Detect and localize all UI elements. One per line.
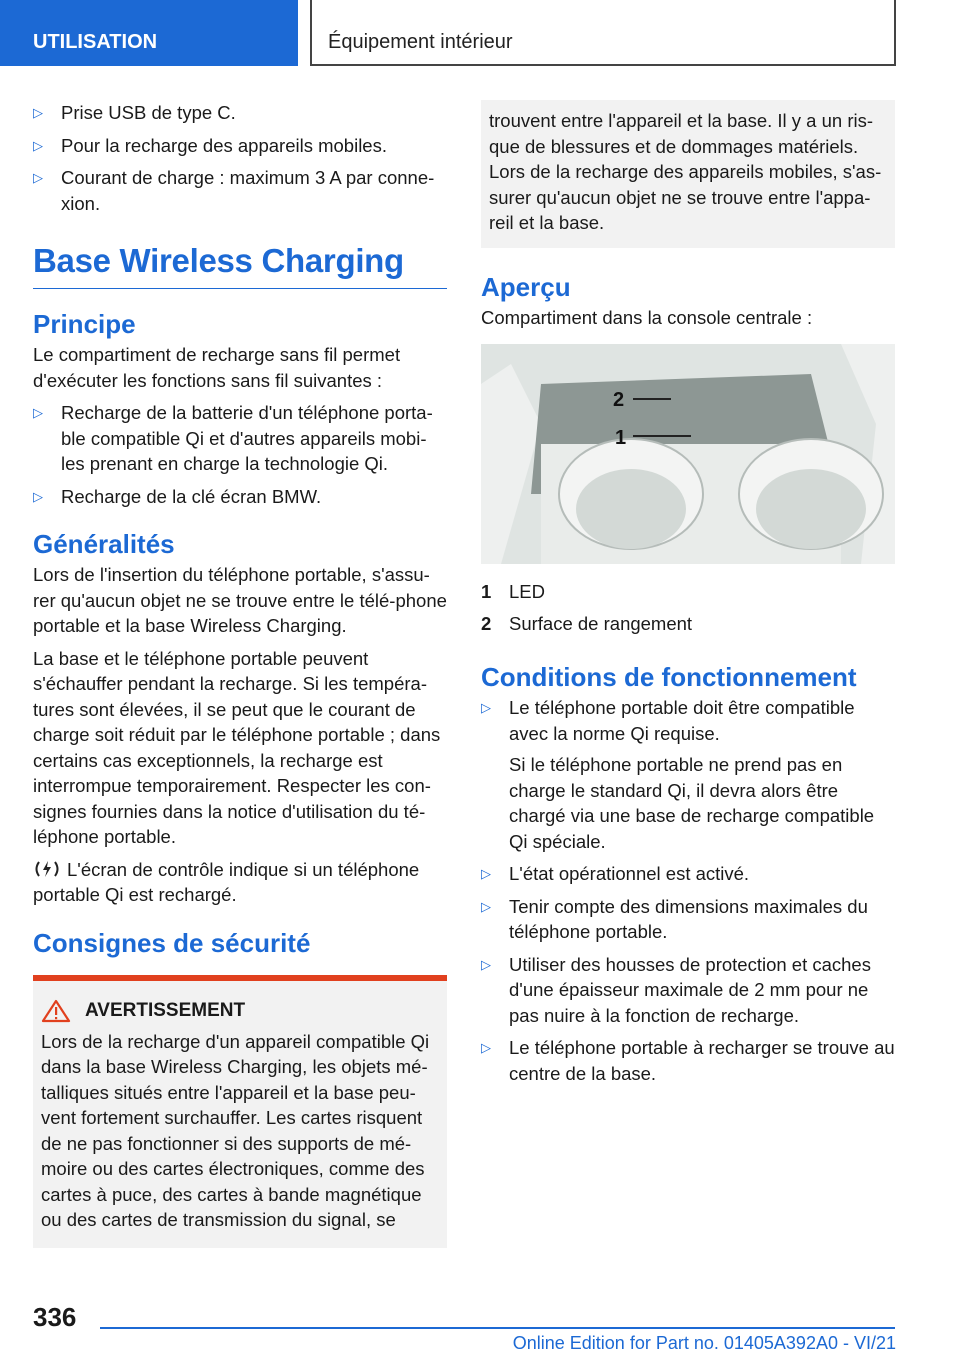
generalites-p3: L'écran de contrôle indique si un téléphone portable Qi est rechargé. [33,858,420,905]
usb-bullets [33,100,447,216]
bullet-triangle-icon: ▷ [33,488,43,504]
warning-box-continued: trouvent entre l'appareil et la base. Il y a un ris‐que de blessures et de dommages matériels. Lors de la recharge des appareils mobiles, s'as‐surer qu'aucun objet ne se trouve entre l'appa‐reil et la base. [481,100,895,248]
warning-box [33,975,447,1248]
list-item: ▷ Utiliser des housses de protection et caches d'une épaisseur maximale de 2 mm pour ne pas nuire à la fonction de recharge. [481,953,871,1026]
section-title: Base Wireless Charging [33,242,447,289]
legend-row: 1 LED [481,581,545,602]
conditions-heading: Conditions de fonctionnement [481,662,857,692]
bullet-triangle-icon: ▷ [481,866,491,881]
list-item: ▷ Le téléphone portable doit être compatible avec la norme Qi requise. Si le téléphone portable ne prend pas en charge le standard Qi, il devra alors être chargé via une base de recharge compatible Qi spéciale. [481,695,895,854]
generalites-p1: Lors de l'insertion du téléphone portable, s'assu‐rer qu'aucun objet ne se trouve entre le télé‐phone portable et la base Wireless Charging. [33,564,447,636]
section-tab: UTILISATION [0,0,298,66]
principe-bullets [33,400,447,509]
conditions-bullets [481,695,895,1086]
list-item: ▷ Pour la recharge des appareils mobiles. [33,133,447,159]
warning-triangle-icon [41,999,71,1023]
left-column [33,100,447,1248]
bullet-triangle-icon: ▷ [33,105,43,120]
list-item: ▷ Prise USB de type C. [33,100,447,126]
warning-text: Lors de la recharge d'un appareil compatible Qi dans la base Wireless Charging, les objets mé‐talliques situés entre l'appareil et la base peu‐vent fortement surchauffer. Les cartes risquent de ne pas fonctionner si des supports de mé‐moire ou des cartes électroniques, comme des cartes à puce, des cartes à bande magnétique ou des cartes de transmission du signal, se [41,1030,430,1230]
list-item: ▷ Recharge de la batterie d'un téléphone porta‐ble compatible Qi et d'autres appareils mobi‐les prenant en charge la technologie Qi. [33,402,433,474]
page-number: 336 [33,1302,77,1332]
apercu-heading: Aperçu [481,271,571,302]
securite-heading: Consignes de sécurité [33,927,311,958]
bullet-triangle-icon: ▷ [481,956,491,972]
footer-rule [100,1327,895,1329]
chapter-title: Équipement intérieur [310,0,896,66]
list-item: ▷ Recharge de la clé écran BMW. [33,484,447,510]
bullet-triangle-icon: ▷ [33,137,43,153]
footer-edition: Online Edition for Part no. 01405A392A0 - VI/21 [512,1333,896,1353]
generalites-p2: La base et le téléphone portable peuvent s'échauffer pendant la recharge. Si les tempéra‐tures sont élevées, il se peut que le courant de charge soit réduit par le téléphone portable ; dans certains cas exceptionnels, la recharge est interrompue temporairement. Respecter les con‐signes fournies dans la notice d'utilisation du té‐léphone portable. [33,647,441,847]
list-item: ▷ L'état opérationnel est activé. [481,861,895,887]
generalites-heading: Généralités [33,529,175,559]
bullet-triangle-icon: ▷ [33,405,43,420]
console-compartment-image [481,344,895,564]
apercu-text: Compartiment dans la console centrale : [481,306,813,328]
sub-paragraph: Si le téléphone portable ne prend pas en charge le standard Qi, il devra alors être chargé via une base de recharge compatible Qi spéciale. [509,754,875,852]
callout-1: 1 [615,427,627,449]
principe-text: Le compartiment de recharge sans fil permet d'exécuter les fonctions sans fil suivantes : [33,344,401,391]
figure-legend [481,576,895,640]
legend-row: 2 Surface de rangement [481,613,693,634]
callout-2: 2 [613,389,625,411]
list-item: ▷ Le téléphone portable à recharger se trouve au centre de la base. [481,1037,895,1084]
bullet-triangle-icon: ▷ [481,898,491,914]
page-header [0,0,960,66]
right-column [481,100,895,1094]
console-illustration [481,344,895,564]
list-item: ▷ Courant de charge : maximum 3 A par conne‐xion. [33,167,435,214]
list-item: ▷ Tenir compte des dimensions maximales du téléphone portable. [481,895,868,942]
principe-heading: Principe [33,309,136,339]
bullet-triangle-icon: ▷ [481,700,491,715]
bullet-triangle-icon: ▷ [33,170,43,185]
warning-title: AVERTISSEMENT [41,999,437,1023]
bullet-triangle-icon: ▷ [481,1040,491,1055]
wireless-charging-icon [33,859,61,879]
